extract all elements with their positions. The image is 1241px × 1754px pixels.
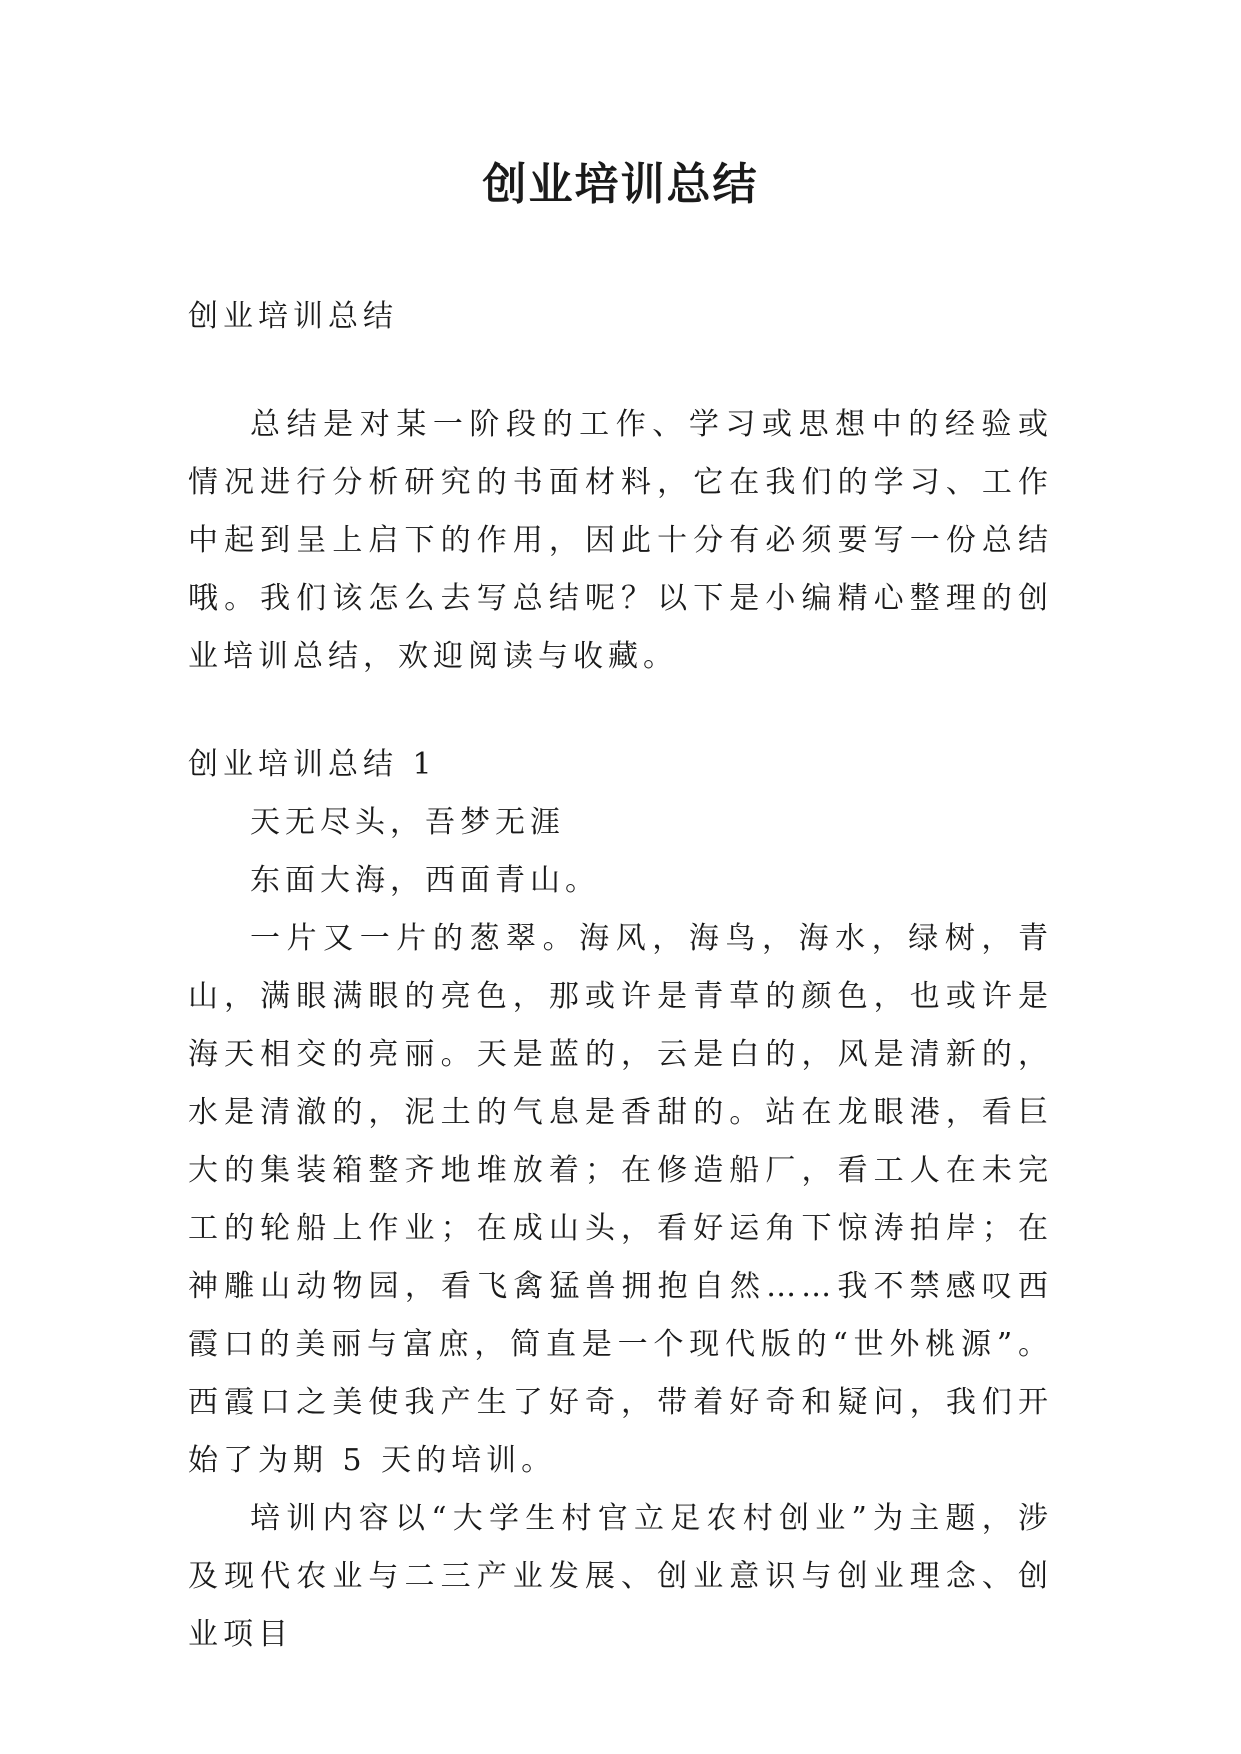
body-paragraph: 培训内容以“大学生村官立足农村创业”为主题，涉及现代农业与二三产业发展、创业意识与创业理念、创业项目 xyxy=(188,1501,1053,1652)
body-paragraph: 东面大海，西面青山。 xyxy=(250,863,600,898)
section-heading: 创业培训总结 1 xyxy=(188,747,437,782)
document-title: 创业培训总结 xyxy=(482,159,759,210)
document-subtitle: 创业培训总结 xyxy=(188,299,398,334)
intro-paragraph: 总结是对某一阶段的工作、学习或思想中的经验或情况进行分析研究的书面材料，它在我们的学习、工作中起到呈上启下的作用，因此十分有必须要写一份总结哦。我们该怎么去写总结呢？以下是小编精心整理的创业培训总结，欢迎阅读与收藏。 xyxy=(188,407,1053,674)
document-body xyxy=(188,288,1053,1664)
body-paragraph: 天无尽头，吾梦无涯 xyxy=(250,805,565,840)
body-paragraph: 一片又一片的葱翠。海风，海鸟，海水，绿树，青山，满眼满眼的亮色，那或许是青草的颜色，也或许是海天相交的亮丽。天是蓝的，云是白的，风是清新的，水是清澈的，泥土的气息是香甜的。站在龙眼港，看巨大的集装箱整齐地堆放着；在修造船厂，看工人在未完工的轮船上作业；在成山头，看好运角下惊涛拍岸；在神雕山动物园，看飞禽猛兽拥抱自然……我不禁感叹西霞口的美丽与富庶，简直是一个现代版的“世外桃源”。西霞口之美使我产生了好奇，带着好奇和疑问，我们开始了为期 5 天的培训。 xyxy=(188,921,1053,1478)
